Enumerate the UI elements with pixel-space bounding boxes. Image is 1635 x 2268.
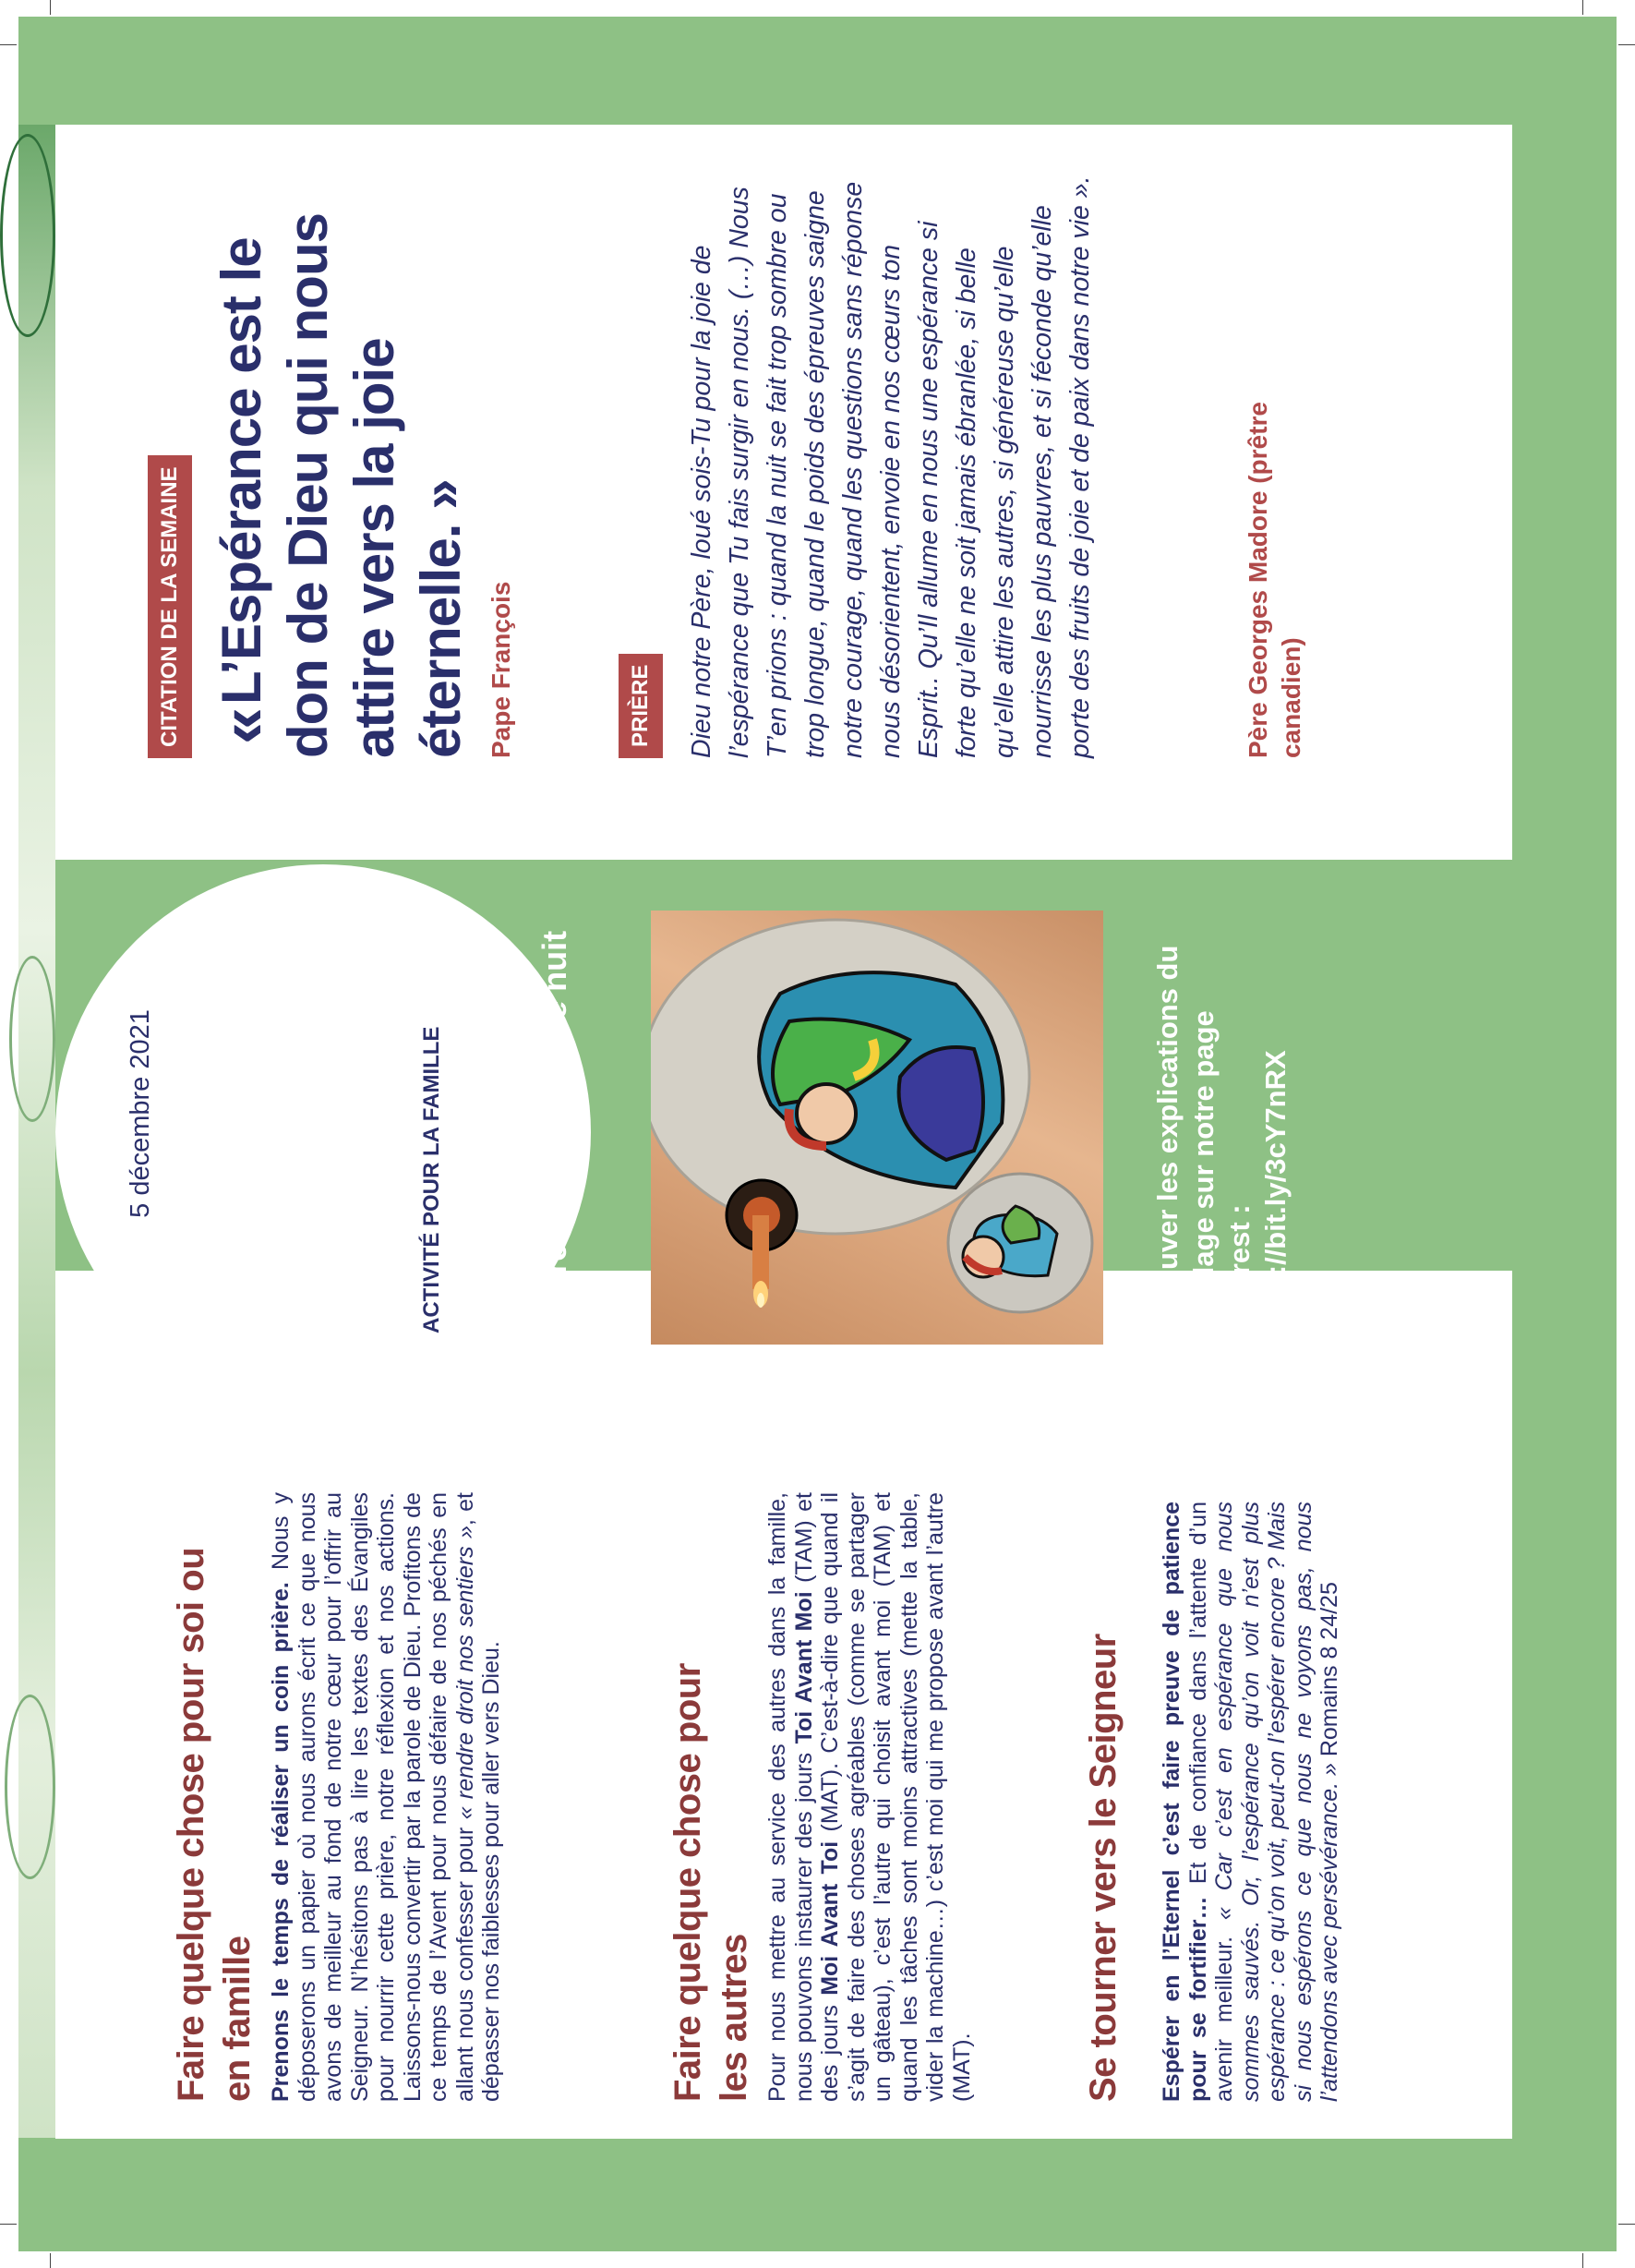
- citation-tag: CITATION DE LA SEMAINE: [148, 455, 192, 758]
- open-quote-icon: «: [206, 706, 280, 744]
- others-text-2: (TAM) et des jours: [790, 1492, 843, 2102]
- lord-text-1: Et de confiance dans l’attente d’un avenir meilleur.: [1184, 1502, 1237, 2102]
- others-text-1: Pour nous mettre au service des autres dans la famille, nous pouvons instaurer des jours: [764, 1492, 817, 2102]
- nativity-stones-photo: [651, 911, 1103, 1345]
- others-bold-1: Toi Avant Moi: [790, 1591, 817, 1744]
- citation-author: Pape François: [487, 581, 515, 758]
- family-section-body: [268, 1492, 505, 2102]
- prayer-author: Père Georges Madore (prêtre canadien): [1244, 402, 1305, 758]
- activity-title: Des petites crèches à mettre sur sa table de nuit: [495, 930, 573, 1345]
- nativity-stones-illustration: [651, 911, 1103, 1345]
- family-lead: Prenons le temps de réaliser un coin prière.: [268, 1582, 294, 2102]
- lord-lead: Espérer en l’Eternel c’est faire preuve de patience pour se fortifier…: [1159, 1502, 1211, 2102]
- others-text-3: (MAT). C’est-à-dire que quand il s’agit de faire des choses agréables (comme se partager un gâteau), c’est l’autre qui choisit avant moi (TAM) et quand les tâches sont moins attractives (mette la table, vider la machine…) c’est moi qui me propose avant l’autre (MAT).: [817, 1492, 975, 2102]
- family-section-title: Faire quelque chose pour soi ou en famille: [171, 1547, 258, 2102]
- citation-quote-text: L’Espérance est le don de Dieu qui nous attire vers la joie éternelle. »: [210, 213, 472, 758]
- activity-tag: ACTIVITÉ POUR LA FAMILLE: [410, 1016, 454, 1345]
- prayer-tag: PRIÈRE: [619, 654, 663, 758]
- pinterest-link[interactable]: Retrouver les explications du bricolage sur notre page Pinterest : https://bit.ly/3cY7nRX: [1151, 945, 1292, 1345]
- family-text-1: Nous y déposerons un papier où nous aurons écrit ce que nous avons de meilleur au fond de notre cœur pour l’offrir au Seigneur. N’hésitons pas à lire les textes des Évangiles pour nourrir cette prière, notre réflexion et nos actions. Laissons-nous convertir par la parole de Dieu. Profitons de ce temps de l’Avent pour nous défaire de nos péchés en allant nous confesser pour: [268, 1492, 478, 2102]
- family-quote: « rendre droit nos sentiers »: [451, 1526, 478, 1820]
- others-bold-2: Moi Avant Toi: [817, 1840, 843, 1996]
- others-section-body: [764, 1492, 975, 2102]
- others-section-title: Faire quelque chose pour les autres: [667, 1663, 754, 2102]
- prayer-text: Dieu notre Père, loué sois-Tu pour la joie de l’espérance que Tu fais surgir en nous. (…) Nous T’en prions : quand la nuit se fait trop sombre ou trop longue, quand le poids des épreuves saigne notre courage, quand les questions sans réponse nous désorientent, envoie en nos cœurs ton Esprit.. Qu’Il allume en nous une espérance si forte qu’elle ne soit jamais ébranlée, si belle qu’elle attire les autres, si généreuse qu’elle nourrisse les plus pauvres, et si féconde qu’elle porte des fruits de joie et de paix dans notre vie ».: [687, 175, 1095, 758]
- lord-section-body: [1159, 1502, 1343, 2102]
- date-label: 5 décembre 2021: [126, 1009, 155, 1218]
- lord-section-title: Se tourner vers le Seigneur: [1083, 1634, 1124, 2102]
- citation-quote: [206, 167, 475, 758]
- lord-text-2: Romains 8 24/25: [1316, 1582, 1342, 1764]
- lord-quote: « Car c’est en espérance que nous sommes sauvés. Or, l’espérance qu’on voit n’est plus espérance : ce qu’on voit, peut-on l’espérer encore ? Mais si nous espérons ce que nous ne voyons pas, nous l’attendons avec persévérance. »: [1211, 1502, 1342, 2102]
- family-text-2: , et dépasser nos faiblesses pour aller vers Dieu.: [451, 1492, 504, 2102]
